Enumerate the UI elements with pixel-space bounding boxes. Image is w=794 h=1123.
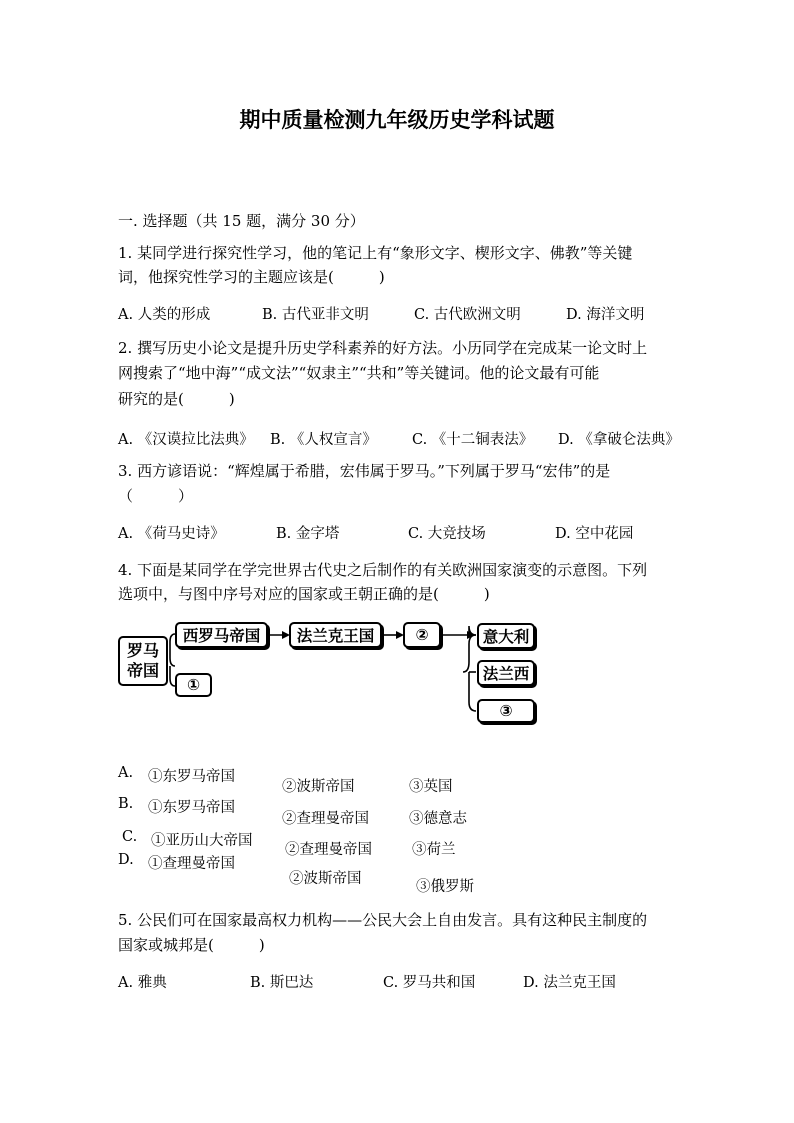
- roman-empire-box: [118, 636, 168, 686]
- q4-option-d-letter: D.: [118, 852, 134, 868]
- q3-option-c: C. 大竞技场: [408, 526, 486, 542]
- q2-option-c: C. 《十二铜表法》: [412, 432, 534, 448]
- q2-line2: 网搜索了“地中海”“成文法”“奴隶主”“共和”等关键词。他的论文最有可能: [118, 364, 600, 382]
- q2-option-d: D. 《拿破仑法典》: [558, 432, 680, 448]
- q4-option-b-1: ①东罗马帝国: [148, 800, 235, 816]
- q4-option-b-letter: B.: [118, 796, 134, 812]
- q5-line2: 国家或城邦是( ): [118, 936, 265, 954]
- q5-option-c: C. 罗马共和国: [383, 975, 476, 991]
- q2-option-b: B. 《人权宣言》: [270, 432, 377, 448]
- france-box: [477, 660, 535, 686]
- q4-option-a-3: ③英国: [409, 779, 453, 795]
- italy-box: [477, 623, 535, 649]
- exam-title: 期中质量检测九年级历史学科试题: [239, 108, 555, 132]
- q5-option-a: A. 雅典: [118, 975, 167, 991]
- q4-option-c-letter: C.: [122, 829, 138, 845]
- q4-option-d-2: ②波斯帝国: [289, 871, 362, 887]
- q4-option-a-letter: A.: [118, 765, 134, 781]
- q3-line2: （ ）: [118, 487, 194, 505]
- q3-option-d: D. 空中花园: [555, 526, 634, 542]
- frankish-kingdom-label: 法兰克王国: [296, 627, 375, 645]
- italy-label: 意大利: [482, 628, 530, 646]
- q4-line2: 选项中，与图中序号对应的国家或王朝正确的是( ): [118, 585, 490, 603]
- section-heading: 一. 选择题（共 15 题，满分 30 分）: [118, 212, 365, 230]
- blank-3-box: [477, 699, 535, 723]
- q4-option-a-1: ①东罗马帝国: [148, 769, 235, 785]
- q1-line2: 词，他探究性学习的主题应该是( ): [118, 268, 385, 286]
- q4-option-d-1: ①查理曼帝国: [148, 856, 235, 872]
- blank-2-label: ②: [415, 626, 429, 644]
- q2-option-a: A. 《汉谟拉比法典》: [118, 432, 254, 448]
- western-roman-empire-label: 西罗马帝国: [182, 627, 261, 645]
- q4-option-d-3: ③俄罗斯: [416, 879, 474, 895]
- europe-evolution-diagram: [118, 614, 548, 730]
- q4-option-c-2: ②查理曼帝国: [285, 842, 372, 858]
- q5-line1: 5. 公民们可在国家最高权力机构——公民大会上自由发言。具有这种民主制度的: [118, 911, 648, 929]
- q3-line1: 3. 西方谚语说：“辉煌属于希腊，宏伟属于罗马。”下列属于罗马“宏伟”的是: [118, 462, 611, 480]
- q4-option-b-2: ②查理曼帝国: [282, 811, 369, 827]
- roman-empire-line1: 罗马: [126, 641, 159, 660]
- blank-2-box: [403, 622, 441, 648]
- france-label: 法兰西: [482, 665, 530, 683]
- q5-option-d: D. 法兰克王国: [523, 975, 616, 991]
- q1-line1: 1. 某同学进行探究性学习，他的笔记上有“象形文字、楔形文字、佛教”等关键: [118, 244, 633, 262]
- q4-option-c-3: ③荷兰: [412, 842, 456, 858]
- western-roman-empire-box: [175, 622, 268, 648]
- frankish-kingdom-box: [289, 622, 382, 648]
- q2-line1: 2. 撰写历史小论文是提升历史学科素养的好方法。小历同学在完成某一论文时上: [118, 339, 648, 357]
- blank-3-label: ③: [499, 702, 513, 720]
- q1-option-d: D. 海洋文明: [566, 307, 645, 323]
- q3-option-b: B. 金字塔: [276, 526, 340, 542]
- q5-option-b: B. 斯巴达: [250, 975, 314, 991]
- roman-empire-line2: 帝国: [126, 661, 159, 680]
- q4-line1: 4. 下面是某同学在学完世界古代史之后制作的有关欧洲国家演变的示意图。下列: [118, 561, 648, 579]
- q4-option-a-2: ②波斯帝国: [282, 779, 355, 795]
- q1-option-c: C. 古代欧洲文明: [414, 307, 521, 323]
- q3-option-a: A. 《荷马史诗》: [118, 526, 225, 542]
- q4-option-c-1: ①亚历山大帝国: [151, 833, 253, 849]
- q4-option-b-3: ③德意志: [409, 811, 467, 827]
- blank-1-box: [175, 673, 212, 697]
- q2-line3: 研究的是( ): [118, 390, 235, 408]
- q1-option-a: A. 人类的形成: [118, 307, 211, 323]
- q1-option-b: B. 古代亚非文明: [262, 307, 369, 323]
- blank-1-label: ①: [186, 676, 201, 694]
